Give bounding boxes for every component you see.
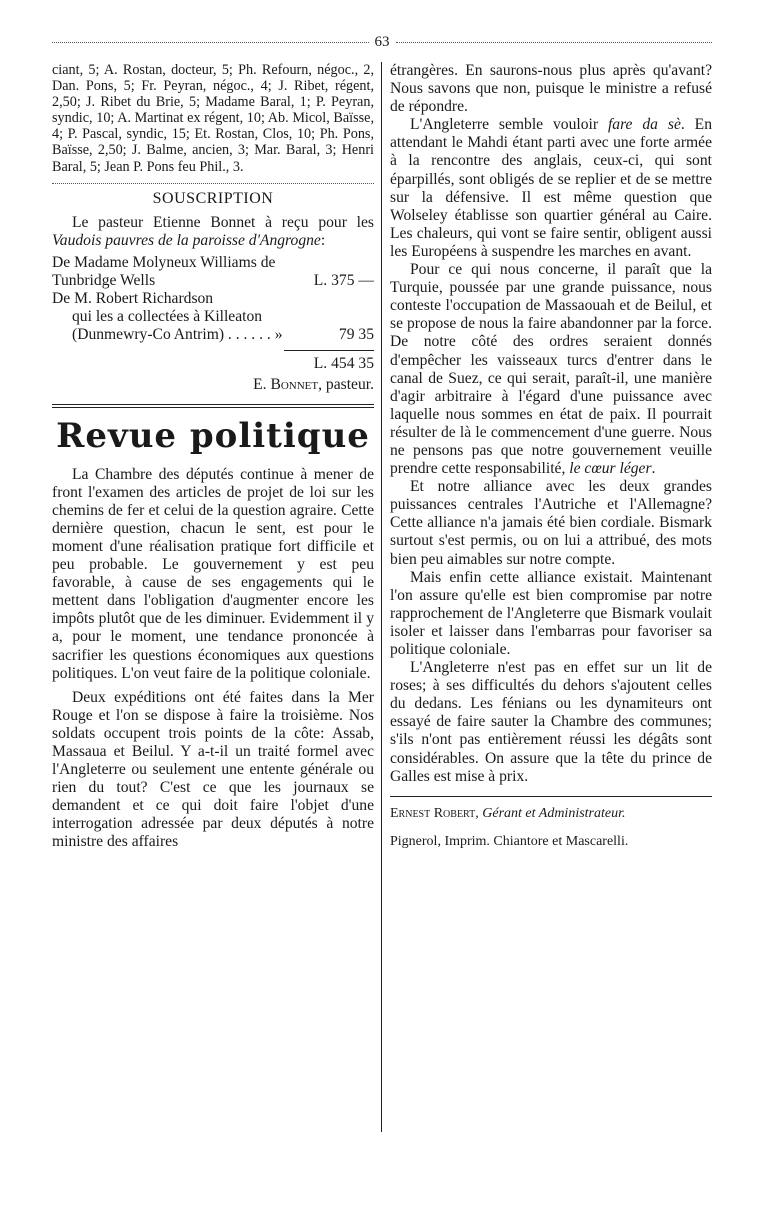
souscription-intro-text: Le pasteur Etienne Bonnet à reçu pour les: [72, 213, 374, 231]
right-column: [390, 62, 712, 851]
donation-2-name-a: De M. Robert Richardson: [52, 290, 214, 308]
revue-paragraph-2: Deux expéditions ont été faites dans la Mer Rouge et l'on se dispose à faire la troisième. Nos soldats occupent trois points de la côte: Assab, Massaua et Beilul. Y a-t-il un traité formel avec l'Angleterre ou seulement une entente générale ou rien du tout? C'est ce que les journaux se demandent et ce qui doit faire l'objet d'une interrogation adressée par deux députés à notre ministre des affaires: [52, 688, 374, 851]
souscription-intro: [52, 214, 374, 250]
donation-2-name-b: qui les a collectées à Killeaton (Dunmewry-Co Antrim) . . . . . . »: [72, 308, 283, 344]
donation-2-detail: [52, 308, 374, 344]
left-column: [52, 62, 374, 852]
revue-politique-heading: Revue politique: [56, 415, 370, 456]
column-divider: [381, 62, 382, 1132]
donation-row-1: [52, 254, 374, 290]
angleterre-text-a: L'Angleterre semble vouloir: [410, 116, 608, 134]
revue-paragraph-angleterre: [390, 116, 712, 261]
signature-role: , pasteur.: [318, 375, 374, 393]
revue-paragraph-turquie: [390, 261, 712, 478]
gerant-role: , Gérant et Administrateur.: [475, 805, 626, 821]
souscription-signature: [52, 376, 374, 394]
turquie-italic: le cœur léger: [569, 460, 652, 478]
imprint-line: Pignerol, Imprim. Chiantore et Mascarelli.: [390, 833, 629, 849]
header-dotted-rule-right: [396, 42, 713, 43]
souscription-intro-end: :: [320, 231, 326, 249]
donation-total-row: [52, 350, 374, 373]
double-rule-divider: [52, 404, 374, 408]
gerant-name: Ernest Robert: [390, 805, 476, 821]
donation-2-amount: 79 35: [338, 326, 374, 344]
souscription-heading: SOUSCRIPTION: [152, 189, 274, 207]
revue-paragraph-1: La Chambre des députés continue à mener de front l'examen des articles de projet de loi sur les chemins de fer et celui de la question agraire. Cette dernière question, chacun le sent, est pour le moment d'une réalisation pratique fort difficile et peu probable. Le gouvernement y est peu favorable, à cause de ses engagements qui le mettent dans l'obligation d'augmenter encore les impôts plutôt que de les diminuer. Evidemment il y a, pour le moment, une tendance prononcée à sacrifier les questions économiques aux questions politiques. L'on veut faire de la politique coloniale.: [52, 465, 374, 682]
turquie-text-a: Pour ce qui nous concerne, il paraît que la Turquie, poussée par une grande puissance, nous conteste l'occupation de Massaouah et de Beilul, et se propose de nous la faire abandonner par la force. De notre côté des ordres seraient donnés d'empêcher les vaisseaux turcs d'entrer dans le canal de Suez, ce qui serait, paraît-il, une manière d'agir arbitraire à l'égard d'une puissance avec laquelle nous sommes en état de paix. Il pourrait résulter de là le commencement d'une guerre. Nous ne pensons pas que notre gouvernement veuille prendre cette responsabilité,: [390, 261, 712, 478]
revue-paragraph-bismark: Mais enfin cette alliance existait. Maintenant l'on assure qu'elle est bien compromise par notre rapprochement de l'Angleterre que Bismark voulait isoler et laisser dans l'embarras pour favoriser sa politique coloniale.: [390, 568, 712, 658]
souscription-intro-italic: Vaudois pauvres de la paroisse d'Angrogne: [52, 231, 321, 249]
footer-rule: [390, 796, 712, 797]
donation-1-name: De Madame Molyneux Williams de Tunbridge Wells: [52, 253, 276, 290]
revue-paragraph-alliance: Et notre alliance avec les deux grandes puissances centrales l'Autriche et l'Allemagne? Cette alliance n'a jamais été bien cordiale. Bismark surtout s'est permis, ou on lui a attribué, des mots bien peu aimables sur notre compte.: [390, 478, 712, 568]
donor-list-continuation: ciant, 5; A. Rostan, docteur, 5; Ph. Refourn, négoc., 2, Dan. Pons, 5; Fr. Peyran, négoc., 4; J. Ribet, régent, 2,50; J. Ribet du Brie, 5; Madame Baral, 1; P. Peyran, syndic, 10; A. Martinat ex régent, 10; Ab. Micol, Baïsse, 4; P. Pascal, syndic, 15; Et. Rostan, Clos, 10; Ph. Pons, Baïsse, 2,50; J. Balme, ancien, 3; Mar. Baral, 3; Henri Baral, 5; Jean P. Pons feu Phil., 3.: [52, 62, 374, 175]
page-number-header: [52, 34, 712, 51]
donation-row-2: [52, 290, 374, 344]
revue-paragraph-fenians: L'Angleterre n'est pas en effet sur un lit de roses; à ses difficultés du dehors s'ajoutent celles du dedans. Les fénians ou les dynamiteurs ont essayé de faire sauter la Chambre des communes; s'ils n'ont pas entièrement réussi les dégâts sont considérables. On assure que la tête du prince de Galles est mise à prix.: [390, 659, 712, 785]
signature-name: E. Bonnet: [253, 375, 319, 393]
revue-paragraph-continuation: étrangères. En saurons-nous plus après qu'avant? Nous savons que non, puisque le ministre a refusé de répondre.: [390, 62, 712, 116]
dotted-divider: [52, 183, 374, 184]
page-number: 63: [374, 34, 390, 50]
angleterre-text-b: . En attendant le Mahdi étant parti avec une forte armée à la rencontre des anglais, ceux-ci, qui sont éparpillés, sont obligés de se replier et de se mettre sur la défensive. Il est même question que Wolseley établisse son quartier général au Caire. Les chaleurs, qui vont se faire sentir, obligent aussi les Européens à suspendre les marches en avant.: [390, 116, 712, 260]
gerant-signature: [390, 805, 712, 823]
angleterre-italic: fare da sè: [607, 116, 681, 134]
turquie-text-b: .: [651, 460, 656, 478]
header-dotted-rule-left: [52, 42, 369, 43]
donation-1-amount: L. 375 —: [313, 272, 374, 290]
donation-total: L. 454 35: [284, 350, 374, 373]
